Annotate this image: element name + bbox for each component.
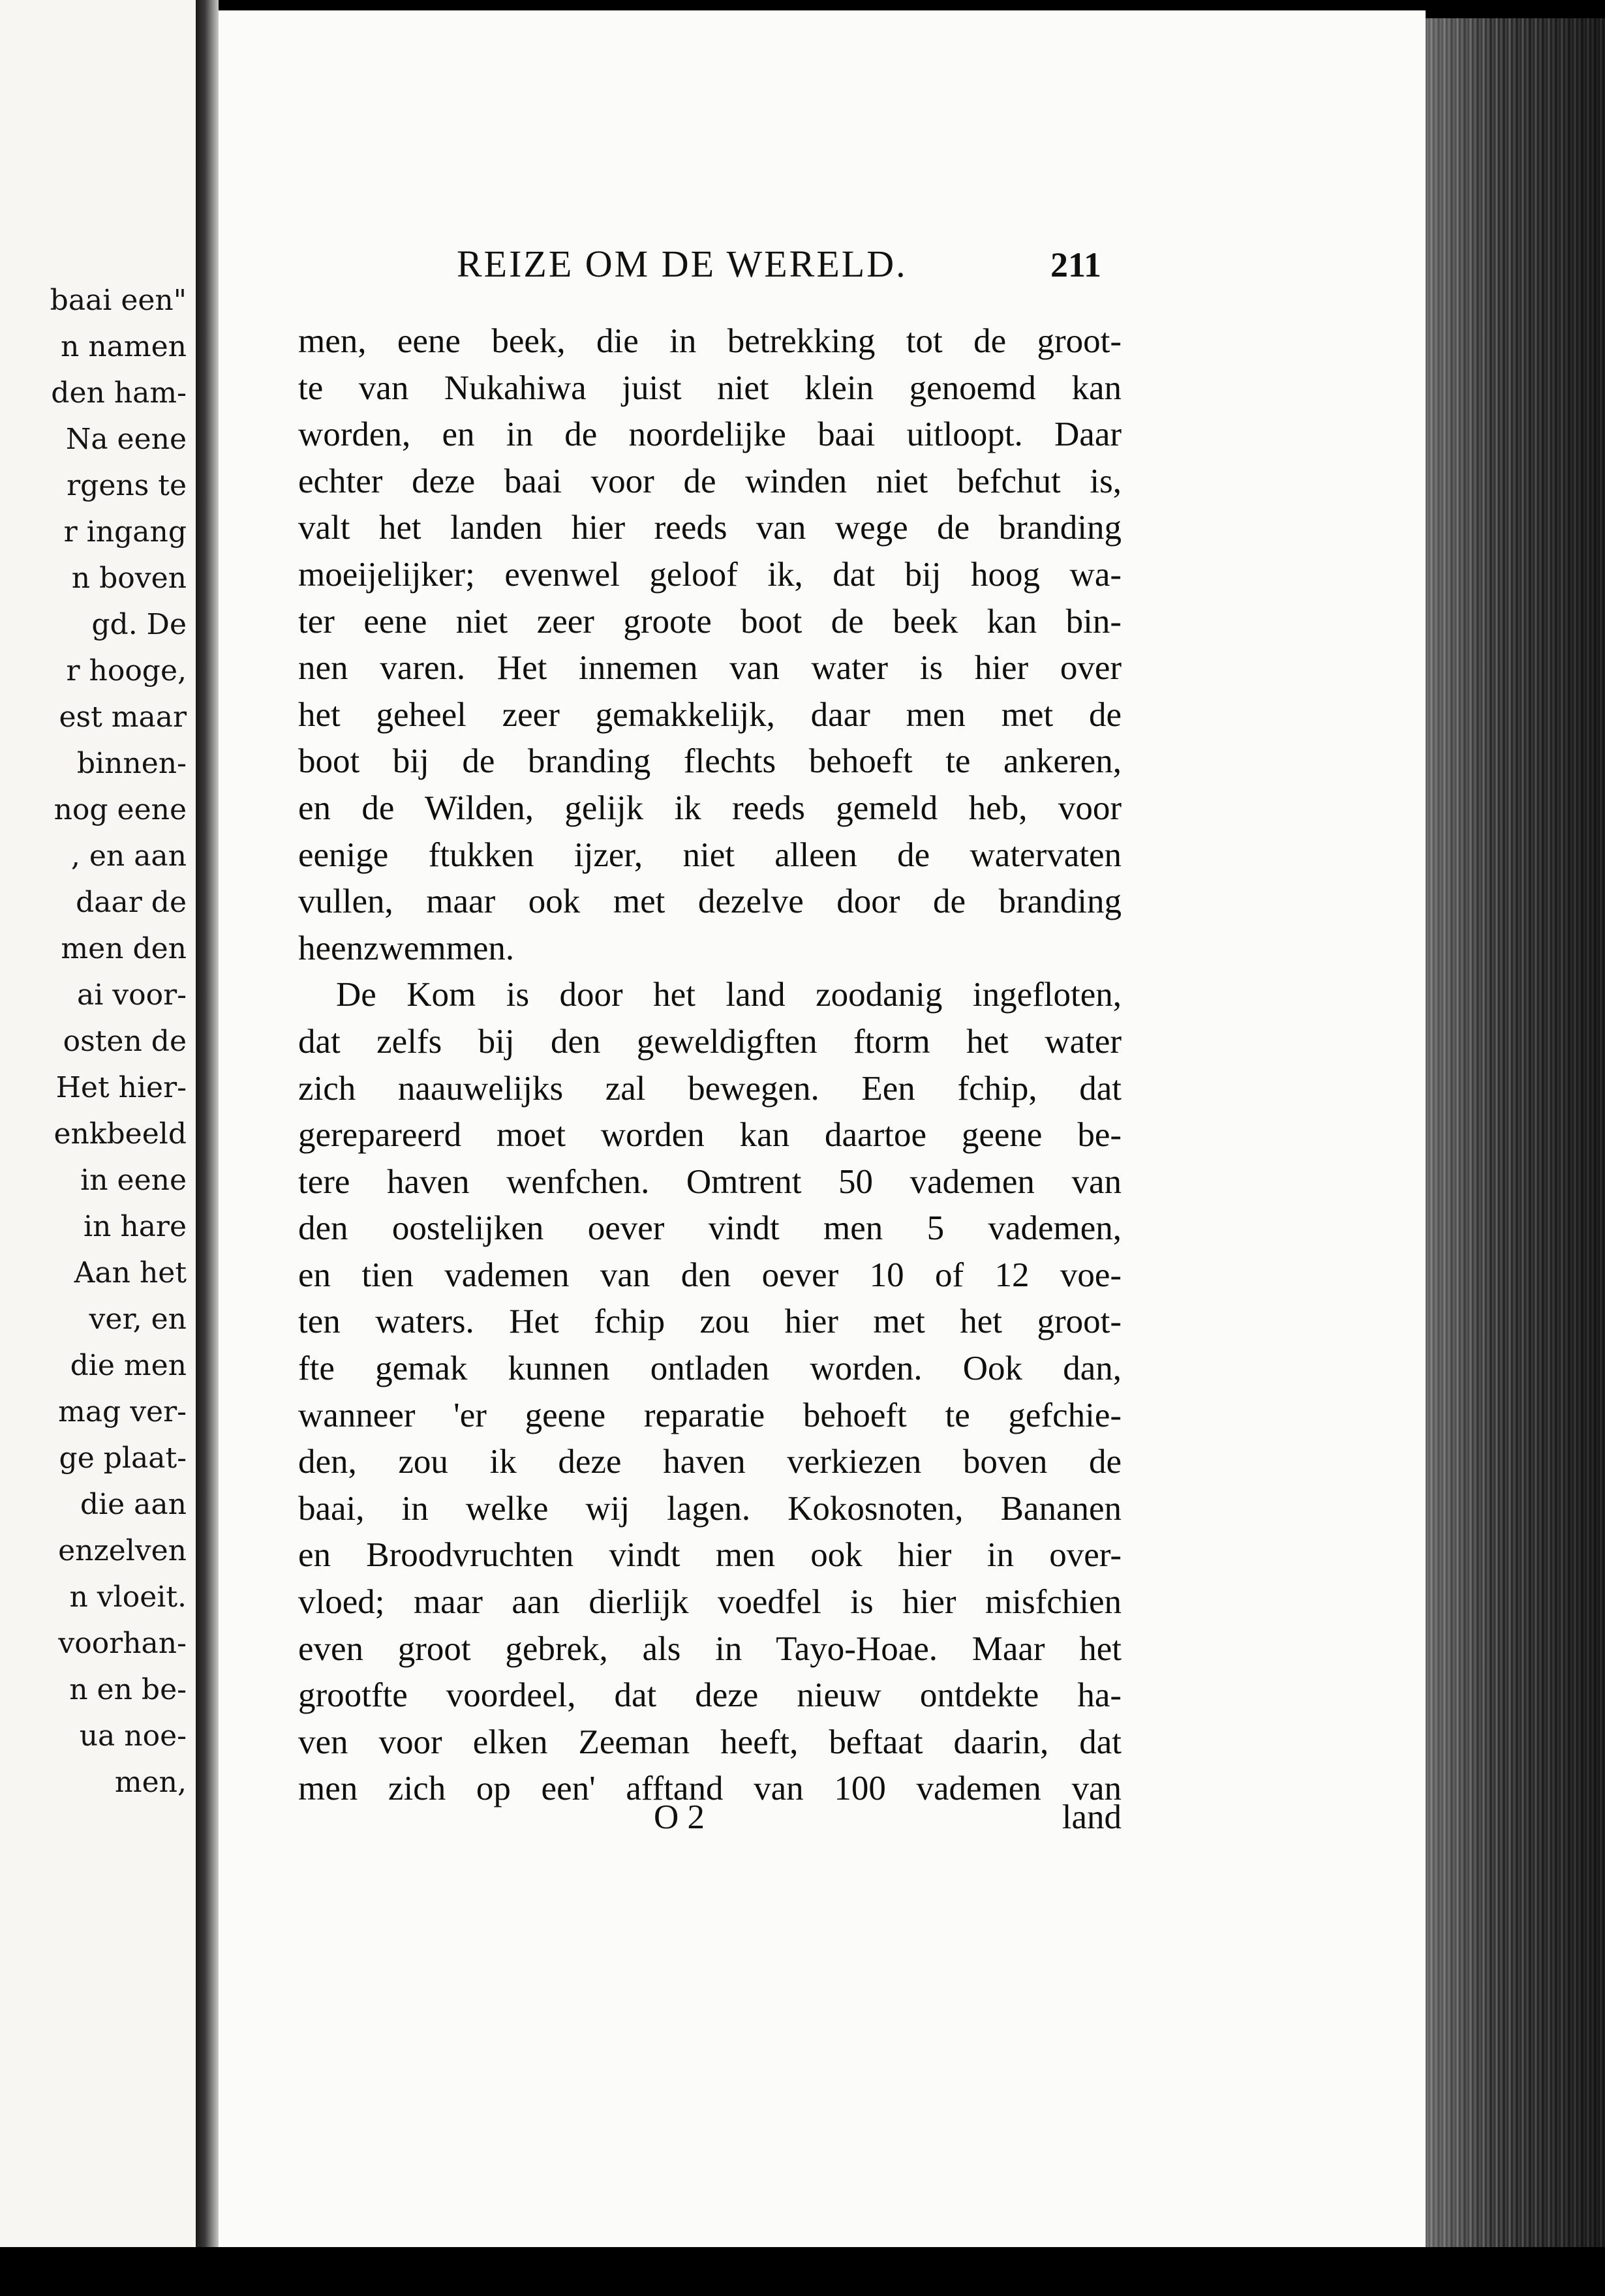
left-page-line: Aan het bbox=[74, 1256, 187, 1290]
left-page-line: osten de bbox=[63, 1025, 187, 1058]
left-page-line: den ham- bbox=[51, 376, 187, 410]
page-block-edge bbox=[1426, 18, 1605, 2249]
page-edge-shadow bbox=[1426, 18, 1605, 2249]
text-line: grootfte voordeel, dat deze nieuw ontdekte ha- bbox=[298, 1676, 1122, 1715]
text-line: men, eene beek, die in betrekking tot de groot- bbox=[298, 322, 1122, 360]
scan-border bbox=[0, 2247, 1605, 2296]
left-page-line: binnen- bbox=[76, 747, 187, 780]
left-page-text bbox=[0, 277, 187, 1805]
text-line: moeijelijker; evenwel geloof ik, dat bij hoog wa- bbox=[298, 555, 1122, 594]
text-line: gerepareerd moet worden kan daartoe geene be- bbox=[298, 1116, 1122, 1155]
left-page-line: enkbeeld bbox=[54, 1117, 187, 1151]
left-page-line: nog eene bbox=[54, 793, 187, 826]
left-page-line: n namen bbox=[61, 330, 187, 363]
text-line: den, zou ik deze haven verkiezen boven de bbox=[298, 1443, 1122, 1481]
text-line: zich naauwelijks zal bewegen. Een fchip, dat bbox=[298, 1069, 1122, 1108]
text-line: dat zelfs bij den geweldigften ftorm het water bbox=[298, 1022, 1122, 1061]
left-page-fragment bbox=[0, 0, 198, 2247]
catchword: land bbox=[1062, 1798, 1122, 1836]
left-page-line: voorhan- bbox=[58, 1627, 187, 1660]
left-page-line: ver, en bbox=[89, 1303, 187, 1336]
text-line: worden, en in de noordelijke baai uitloopt. Daar bbox=[298, 415, 1122, 454]
text-line: echter deze baai voor de winden niet befchut is, bbox=[298, 462, 1122, 500]
text-line: en Broodvruchten vindt men ook hier in over- bbox=[298, 1536, 1122, 1575]
text-line: ter eene niet zeer groote boot de beek kan bin- bbox=[298, 602, 1122, 641]
page-footer bbox=[298, 1798, 1122, 1845]
left-page-line: Het hier- bbox=[55, 1071, 187, 1104]
page-number: 211 bbox=[1050, 245, 1102, 284]
right-page bbox=[219, 10, 1426, 2248]
left-page-line: n en be- bbox=[69, 1673, 187, 1706]
text-line: valt het landen hier reeds van wege de branding bbox=[298, 509, 1122, 547]
text-line: het geheel zeer gemakkelijk, daar men met de bbox=[298, 695, 1122, 734]
left-page-line: in eene bbox=[80, 1164, 187, 1197]
left-page-line: ai voor- bbox=[76, 978, 187, 1012]
left-page-line: r ingang bbox=[63, 515, 187, 549]
text-line: fte gemak kunnen ontladen worden. Ook dan, bbox=[298, 1350, 1122, 1388]
text-line: baai, in welke wij lagen. Kokosnoten, Bananen bbox=[298, 1489, 1122, 1528]
text-line: vloed; maar aan dierlijk voedfel is hier misfchien bbox=[298, 1583, 1122, 1622]
left-page-line: , en aan bbox=[70, 839, 187, 873]
text-line: den oostelijken oever vindt men 5 vademen, bbox=[298, 1209, 1122, 1248]
body-text bbox=[298, 318, 1122, 1813]
left-page-line: daar de bbox=[76, 886, 187, 919]
book-gutter bbox=[196, 0, 219, 2247]
left-page-line: ge plaat- bbox=[59, 1442, 187, 1475]
left-page-line: in hare bbox=[83, 1210, 187, 1243]
left-page-line: rgens te bbox=[67, 469, 187, 502]
text-line: ven voor elken Zeeman heeft, beftaat daarin, dat bbox=[298, 1723, 1122, 1761]
left-page-line: men, bbox=[114, 1766, 187, 1799]
text-line: even groot gebrek, als in Tayo-Hoae. Maar het bbox=[298, 1629, 1122, 1668]
text-line: wanneer 'er geene reparatie behoeft te gefchie- bbox=[298, 1396, 1122, 1434]
text-line: vullen, maar ook met dezelve door de branding bbox=[298, 883, 1122, 921]
text-line: tere haven wenfchen. Omtrent 50 vademen van bbox=[298, 1162, 1122, 1201]
left-page-line: men den bbox=[61, 932, 187, 965]
left-page-line: baai een" bbox=[50, 284, 187, 317]
left-page-line: n boven bbox=[71, 562, 187, 595]
text-line: en tien vademen van den oever 10 of 12 voe- bbox=[298, 1256, 1122, 1294]
text-line: nen varen. Het innemen van water is hier over bbox=[298, 649, 1122, 687]
left-page-line: est maar bbox=[59, 701, 187, 734]
text-line: ten waters. Het fchip zou hier met het groot- bbox=[298, 1303, 1122, 1341]
left-page-line: Na eene bbox=[65, 423, 187, 456]
left-page-line: n vloeit. bbox=[69, 1580, 187, 1614]
text-line: heenzwemmen. bbox=[298, 929, 515, 967]
signature-mark: O 2 bbox=[654, 1798, 705, 1836]
left-page-line: mag ver- bbox=[58, 1395, 187, 1428]
running-title: REIZE OM DE WERELD. bbox=[457, 243, 908, 285]
text-line: te van Nukahiwa juist niet klein genoemd kan bbox=[298, 369, 1122, 407]
left-page-line: die aan bbox=[80, 1488, 187, 1521]
text-line: eenige ftukken ijzer, niet alleen de watervaten bbox=[298, 836, 1122, 874]
text-line: boot bij de branding flechts behoeft te ankeren, bbox=[298, 742, 1122, 781]
text-line: De Kom is door het land zoodanig ingefloten, bbox=[336, 976, 1122, 1014]
left-page-line: die men bbox=[70, 1349, 187, 1382]
text-line: en de Wilden, gelijk ik reeds gemeld heb, voor bbox=[298, 789, 1122, 827]
left-page-line: gd. De bbox=[91, 608, 187, 641]
running-head bbox=[219, 242, 1426, 288]
left-page-line: ua noe- bbox=[79, 1719, 187, 1753]
text-line: men zich op een' afftand van 100 vademen van bbox=[298, 1770, 1122, 1808]
left-page-line: enzelven bbox=[58, 1534, 187, 1567]
left-page-line: r hooge, bbox=[66, 654, 187, 687]
